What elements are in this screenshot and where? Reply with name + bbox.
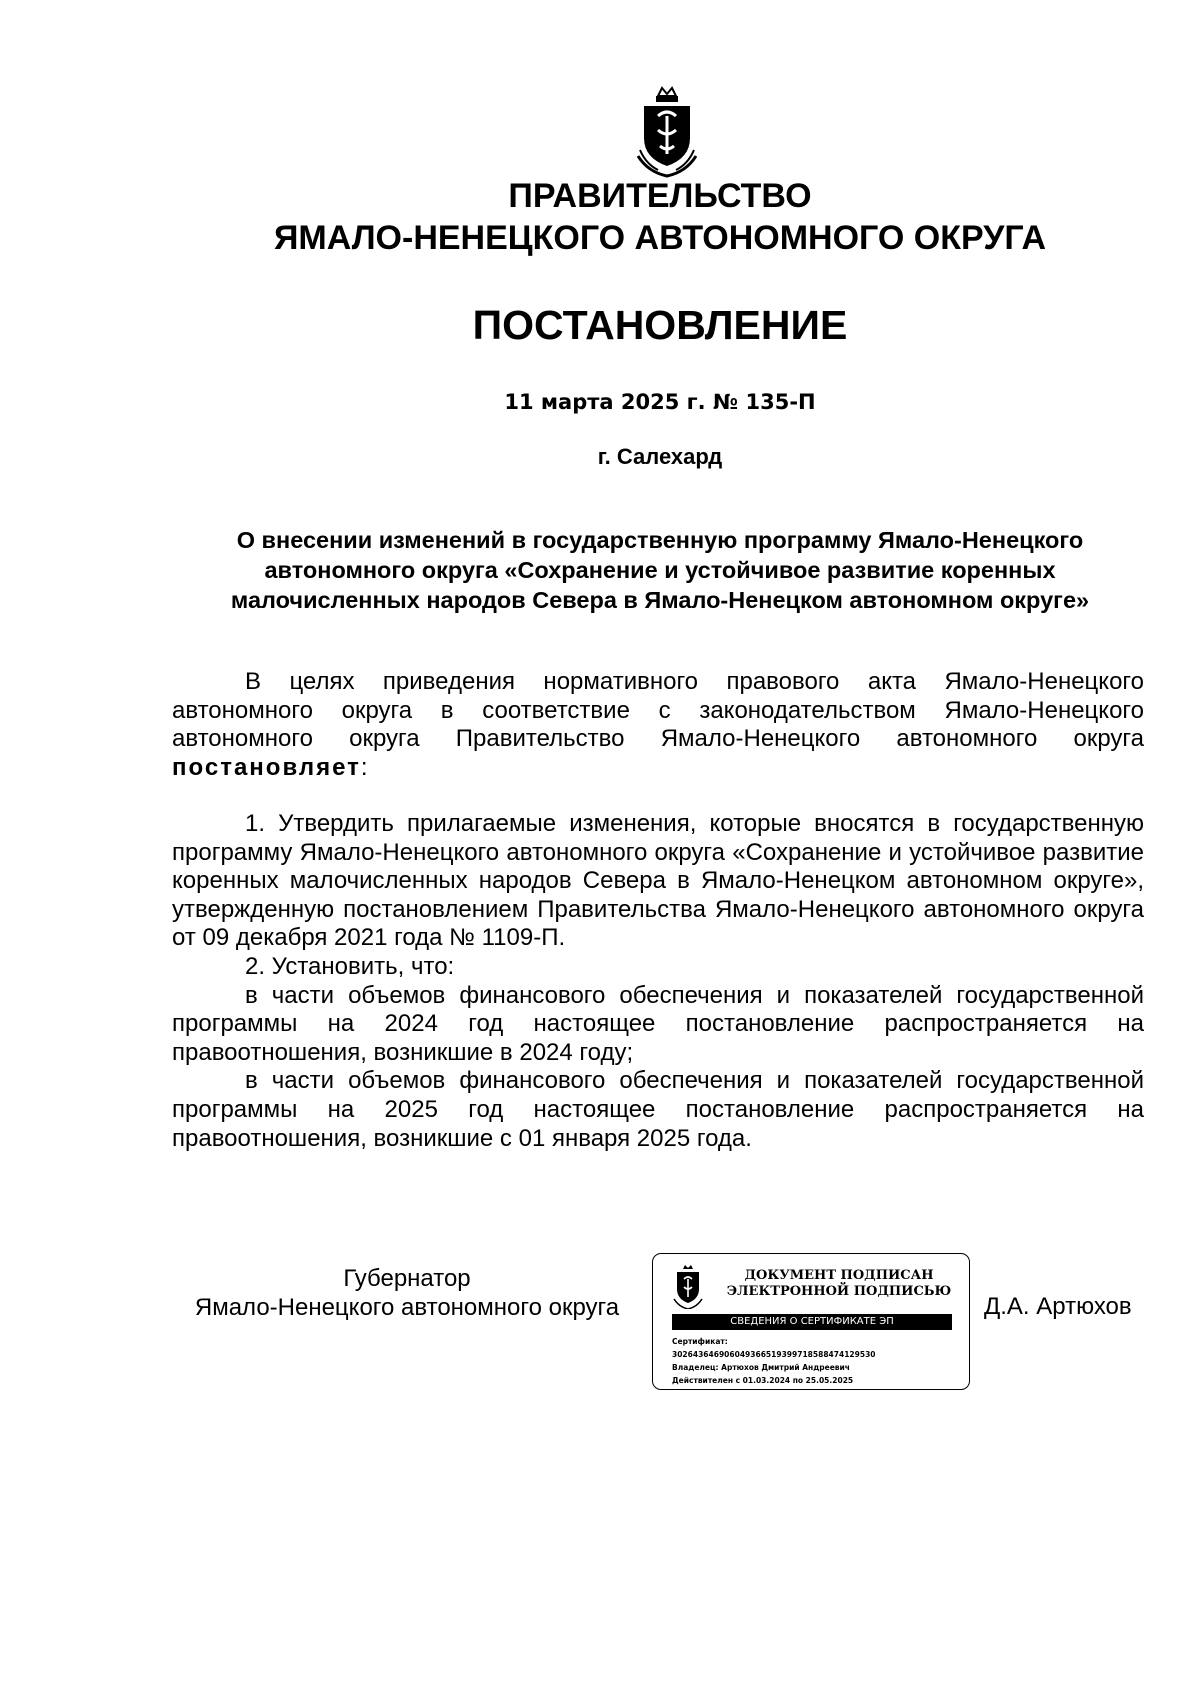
document-heading: [170, 525, 1150, 615]
intro-text: В целях приведения нормативного правового акта Ямало-Ненецкого автономного округа в соответствие с законодательством Ямало-Ненецкого автономного округа Правительство Ямало-Ненецкого автономного округа: [172, 668, 1144, 753]
stamp-certificate-info: [672, 1335, 876, 1387]
position-line2: Ямало-Ненецкого автономного округа: [194, 1294, 620, 1321]
stamp-cert-label: Сертификат:: [672, 1337, 728, 1346]
item-2b: в части объемов финансового обеспечения и показателей государственной программы на 2025 год настоящее постановление распространяется на правоотношения, возникшие с 01 января 2025 года.: [172, 1067, 1144, 1152]
signatory-position: [172, 1264, 642, 1322]
position-line1: Губернатор: [343, 1265, 471, 1292]
heading-line1: О внесении изменений в государственную программу Ямало-Ненецкого: [236, 527, 1084, 553]
stamp-owner: Владелец: Артюхов Дмитрий Андреевич: [672, 1363, 850, 1372]
item-2: 2. Установить, что:: [245, 952, 455, 980]
intro-colon: :: [360, 753, 368, 781]
stamp-title: [719, 1268, 959, 1300]
electronic-signature-stamp: [652, 1253, 970, 1390]
intro-paragraph: [172, 668, 1144, 782]
heading-line3: малочисленных народов Севера в Ямало-Ненецком автономном округе»: [230, 587, 1090, 613]
government-title-line1: ПРАВИТЕЛЬСТВО: [508, 177, 812, 215]
coat-of-arms-icon: [636, 86, 698, 178]
stamp-valid: Действителен с 01.03.2024 по 25.05.2025: [672, 1376, 854, 1385]
stamp-cert-number: 30264364690604936651939971858847412953​0: [672, 1350, 876, 1359]
heading-line2: автономного округа «Сохранение и устойчивое развитие коренных: [264, 557, 1056, 583]
item-1: 1. Утвердить прилагаемые изменения, которые вносятся в государственную программу Ямало-Ненецкого автономного округа «Сохранение и устойчивое развитие коренных малочисленных народов Севера в Ямало-Ненецком автономном округе», утвержденную постановлением Правительства Ямало-Ненецкого автономного округа от 09 декабря 2021 года № 1109-П.: [172, 810, 1144, 952]
resolution-items: [172, 810, 1144, 1153]
stamp-title-line2: ЭЛЕКТРОННОЙ ПОДПИСЬЮ: [726, 1284, 952, 1299]
intro-keyword: постановляет: [172, 753, 361, 781]
document-type: ПОСТАНОВЛЕНИЕ: [472, 302, 848, 348]
item-2a: в части объемов финансового обеспечения и показателей государственной программы на 2024 год настоящее постановление распространяется на правоотношения, возникшие в 2024 году;: [172, 981, 1144, 1066]
document-date-number: 11 марта 2025 г. № 135-П: [504, 390, 816, 414]
stamp-certificate-bar: СВЕДЕНИЯ О СЕРТИФИКАТЕ ЭП: [672, 1314, 952, 1330]
stamp-title-line1: ДОКУМЕНТ ПОДПИСАН: [744, 1268, 934, 1283]
stamp-coat-of-arms-icon: [673, 1265, 703, 1309]
government-title-line2: ЯМАЛО-НЕНЕЦКОГО АВТОНОМНОГО ОКРУГА: [273, 219, 1047, 257]
signatory-name: Д.А. Артюхов: [984, 1293, 1132, 1320]
document-city: г. Салехард: [597, 444, 723, 469]
